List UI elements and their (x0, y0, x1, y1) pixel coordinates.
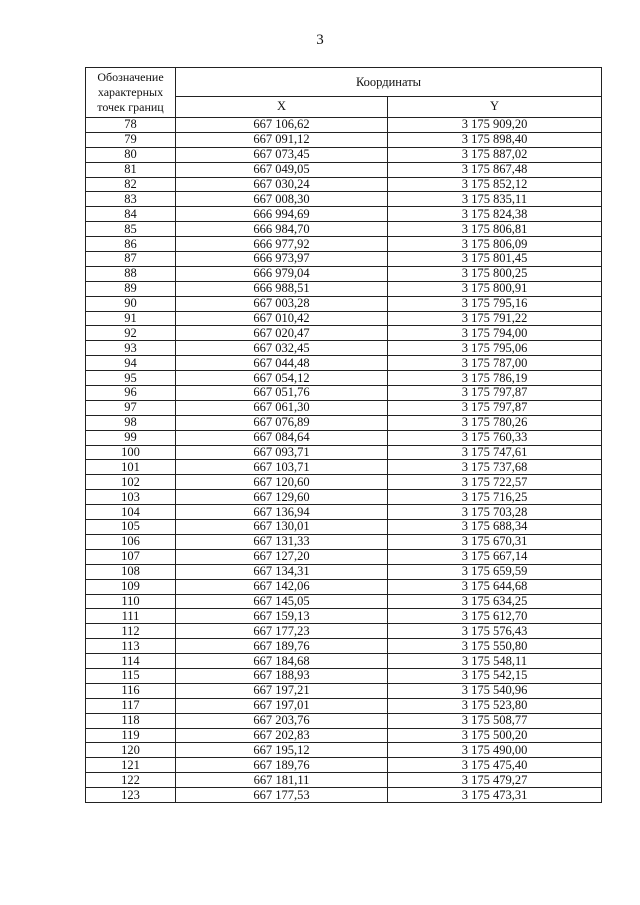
y-coordinate-cell: 3 175 612,70 (388, 609, 602, 624)
y-coordinate-cell: 3 175 670,31 (388, 534, 602, 549)
y-coordinate-cell: 3 175 722,57 (388, 475, 602, 490)
point-number-cell: 92 (86, 326, 176, 341)
y-coordinate-cell: 3 175 887,02 (388, 147, 602, 162)
point-number-cell: 97 (86, 400, 176, 415)
y-coordinate-cell: 3 175 500,20 (388, 728, 602, 743)
point-number-cell: 118 (86, 713, 176, 728)
point-number-cell: 107 (86, 549, 176, 564)
y-coordinate-cell: 3 175 797,87 (388, 400, 602, 415)
table-row (86, 743, 602, 758)
table-row (86, 654, 602, 669)
x-coordinate-cell: 667 049,05 (176, 162, 388, 177)
table-row (86, 207, 602, 222)
table-row (86, 132, 602, 147)
table-row (86, 341, 602, 356)
x-coordinate-cell: 667 159,13 (176, 609, 388, 624)
point-number-cell: 102 (86, 475, 176, 490)
table-row (86, 475, 602, 490)
y-coordinate-cell: 3 175 801,45 (388, 252, 602, 267)
table-body (86, 118, 602, 803)
table-row (86, 520, 602, 535)
table-row (86, 624, 602, 639)
x-coordinate-cell: 667 051,76 (176, 386, 388, 401)
x-coordinate-cell: 667 177,23 (176, 624, 388, 639)
point-number-cell: 87 (86, 252, 176, 267)
x-coordinate-cell: 667 142,06 (176, 579, 388, 594)
point-number-cell: 98 (86, 415, 176, 430)
point-number-cell: 79 (86, 132, 176, 147)
point-number-cell: 114 (86, 654, 176, 669)
y-coordinate-cell: 3 175 634,25 (388, 594, 602, 609)
point-number-cell: 103 (86, 490, 176, 505)
x-coordinate-cell: 667 127,20 (176, 549, 388, 564)
x-coordinate-cell: 666 979,04 (176, 266, 388, 281)
y-coordinate-cell: 3 175 644,68 (388, 579, 602, 594)
x-coordinate-cell: 667 202,83 (176, 728, 388, 743)
table-row (86, 668, 602, 683)
x-coordinate-cell: 667 131,33 (176, 534, 388, 549)
point-number-cell: 83 (86, 192, 176, 207)
x-coordinate-cell: 667 129,60 (176, 490, 388, 505)
table-row (86, 639, 602, 654)
table-row (86, 311, 602, 326)
point-number-cell: 99 (86, 430, 176, 445)
x-coordinate-cell: 667 073,45 (176, 147, 388, 162)
point-number-cell: 94 (86, 356, 176, 371)
point-number-cell: 90 (86, 296, 176, 311)
y-coordinate-cell: 3 175 703,28 (388, 505, 602, 520)
y-coordinate-cell: 3 175 540,96 (388, 683, 602, 698)
point-number-cell: 85 (86, 222, 176, 237)
table-row (86, 698, 602, 713)
x-coordinate-cell: 667 106,62 (176, 118, 388, 133)
table-row (86, 564, 602, 579)
table-row (86, 788, 602, 803)
table-row (86, 192, 602, 207)
table-row (86, 534, 602, 549)
table-row (86, 490, 602, 505)
x-coordinate-cell: 667 091,12 (176, 132, 388, 147)
x-coordinate-cell: 666 984,70 (176, 222, 388, 237)
x-coordinate-cell: 667 103,71 (176, 460, 388, 475)
y-coordinate-cell: 3 175 795,06 (388, 341, 602, 356)
point-number-cell: 120 (86, 743, 176, 758)
x-coordinate-cell: 667 010,42 (176, 311, 388, 326)
point-number-cell: 113 (86, 639, 176, 654)
table-row (86, 430, 602, 445)
x-coordinate-cell: 667 197,01 (176, 698, 388, 713)
table-row (86, 460, 602, 475)
x-coordinate-cell: 667 084,64 (176, 430, 388, 445)
point-number-cell: 106 (86, 534, 176, 549)
y-coordinate-cell: 3 175 737,68 (388, 460, 602, 475)
y-coordinate-cell: 3 175 688,34 (388, 520, 602, 535)
table-row (86, 252, 602, 267)
y-coordinate-cell: 3 175 835,11 (388, 192, 602, 207)
x-coordinate-cell: 667 061,30 (176, 400, 388, 415)
point-number-cell: 89 (86, 281, 176, 296)
y-coordinate-cell: 3 175 576,43 (388, 624, 602, 639)
y-coordinate-cell: 3 175 791,22 (388, 311, 602, 326)
point-number-cell: 88 (86, 266, 176, 281)
x-coordinate-cell: 667 203,76 (176, 713, 388, 728)
x-coordinate-cell: 667 032,45 (176, 341, 388, 356)
y-coordinate-cell: 3 175 909,20 (388, 118, 602, 133)
point-number-cell: 115 (86, 668, 176, 683)
y-coordinate-cell: 3 175 548,11 (388, 654, 602, 669)
header-y: Y (388, 96, 602, 117)
y-coordinate-cell: 3 175 787,00 (388, 356, 602, 371)
x-coordinate-cell: 667 054,12 (176, 371, 388, 386)
table-row (86, 356, 602, 371)
y-coordinate-cell: 3 175 747,61 (388, 445, 602, 460)
point-number-cell: 84 (86, 207, 176, 222)
x-coordinate-cell: 667 188,93 (176, 668, 388, 683)
table-row (86, 609, 602, 624)
header-x: X (176, 96, 388, 117)
point-number-cell: 122 (86, 773, 176, 788)
y-coordinate-cell: 3 175 780,26 (388, 415, 602, 430)
y-coordinate-cell: 3 175 898,40 (388, 132, 602, 147)
table-row (86, 177, 602, 192)
x-coordinate-cell: 667 189,76 (176, 758, 388, 773)
point-number-cell: 81 (86, 162, 176, 177)
table-row (86, 773, 602, 788)
y-coordinate-cell: 3 175 473,31 (388, 788, 602, 803)
x-coordinate-cell: 667 136,94 (176, 505, 388, 520)
y-coordinate-cell: 3 175 550,80 (388, 639, 602, 654)
coordinates-table (85, 67, 602, 803)
y-coordinate-cell: 3 175 824,38 (388, 207, 602, 222)
y-coordinate-cell: 3 175 797,87 (388, 386, 602, 401)
table-row (86, 118, 602, 133)
x-coordinate-cell: 667 184,68 (176, 654, 388, 669)
point-number-cell: 78 (86, 118, 176, 133)
header-coordinates: Координаты (176, 68, 602, 97)
y-coordinate-cell: 3 175 490,00 (388, 743, 602, 758)
x-coordinate-cell: 667 181,11 (176, 773, 388, 788)
y-coordinate-cell: 3 175 867,48 (388, 162, 602, 177)
x-coordinate-cell: 666 977,92 (176, 237, 388, 252)
table-row (86, 147, 602, 162)
table-row (86, 594, 602, 609)
x-coordinate-cell: 667 044,48 (176, 356, 388, 371)
point-number-cell: 93 (86, 341, 176, 356)
table-row (86, 296, 602, 311)
table-row (86, 579, 602, 594)
table-row (86, 549, 602, 564)
point-number-cell: 82 (86, 177, 176, 192)
y-coordinate-cell: 3 175 795,16 (388, 296, 602, 311)
point-number-cell: 104 (86, 505, 176, 520)
x-coordinate-cell: 667 177,53 (176, 788, 388, 803)
point-number-cell: 110 (86, 594, 176, 609)
x-coordinate-cell: 666 994,69 (176, 207, 388, 222)
point-number-cell: 91 (86, 311, 176, 326)
table-row (86, 237, 602, 252)
x-coordinate-cell: 666 973,97 (176, 252, 388, 267)
y-coordinate-cell: 3 175 852,12 (388, 177, 602, 192)
point-number-cell: 109 (86, 579, 176, 594)
y-coordinate-cell: 3 175 667,14 (388, 549, 602, 564)
table-row (86, 728, 602, 743)
x-coordinate-cell: 667 189,76 (176, 639, 388, 654)
y-coordinate-cell: 3 175 800,91 (388, 281, 602, 296)
y-coordinate-cell: 3 175 659,59 (388, 564, 602, 579)
point-number-cell: 108 (86, 564, 176, 579)
y-coordinate-cell: 3 175 542,15 (388, 668, 602, 683)
y-coordinate-cell: 3 175 479,27 (388, 773, 602, 788)
point-number-cell: 86 (86, 237, 176, 252)
table-row (86, 445, 602, 460)
x-coordinate-cell: 667 008,30 (176, 192, 388, 207)
table-row (86, 400, 602, 415)
point-number-cell: 96 (86, 386, 176, 401)
point-number-cell: 112 (86, 624, 176, 639)
x-coordinate-cell: 667 197,21 (176, 683, 388, 698)
page-number: 3 (316, 32, 324, 48)
point-number-cell: 116 (86, 683, 176, 698)
x-coordinate-cell: 667 030,24 (176, 177, 388, 192)
point-number-cell: 95 (86, 371, 176, 386)
table-row (86, 758, 602, 773)
x-coordinate-cell: 667 145,05 (176, 594, 388, 609)
point-number-cell: 105 (86, 520, 176, 535)
point-number-cell: 117 (86, 698, 176, 713)
y-coordinate-cell: 3 175 806,81 (388, 222, 602, 237)
point-number-cell: 100 (86, 445, 176, 460)
y-coordinate-cell: 3 175 475,40 (388, 758, 602, 773)
table-row (86, 713, 602, 728)
table-row (86, 683, 602, 698)
table-row (86, 386, 602, 401)
point-number-cell: 123 (86, 788, 176, 803)
table-row (86, 326, 602, 341)
x-coordinate-cell: 667 120,60 (176, 475, 388, 490)
table-row (86, 281, 602, 296)
y-coordinate-cell: 3 175 800,25 (388, 266, 602, 281)
table-row (86, 415, 602, 430)
y-coordinate-cell: 3 175 794,00 (388, 326, 602, 341)
y-coordinate-cell: 3 175 760,33 (388, 430, 602, 445)
table-row (86, 505, 602, 520)
x-coordinate-cell: 667 195,12 (176, 743, 388, 758)
y-coordinate-cell: 3 175 806,09 (388, 237, 602, 252)
y-coordinate-cell: 3 175 716,25 (388, 490, 602, 505)
point-number-cell: 80 (86, 147, 176, 162)
x-coordinate-cell: 667 130,01 (176, 520, 388, 535)
x-coordinate-cell: 667 003,28 (176, 296, 388, 311)
table-row (86, 371, 602, 386)
point-number-cell: 101 (86, 460, 176, 475)
table-row (86, 162, 602, 177)
x-coordinate-cell: 667 076,89 (176, 415, 388, 430)
x-coordinate-cell: 667 020,47 (176, 326, 388, 341)
y-coordinate-cell: 3 175 786,19 (388, 371, 602, 386)
y-coordinate-cell: 3 175 508,77 (388, 713, 602, 728)
table-row (86, 222, 602, 237)
point-number-cell: 119 (86, 728, 176, 743)
table-row (86, 266, 602, 281)
point-number-cell: 121 (86, 758, 176, 773)
x-coordinate-cell: 667 134,31 (176, 564, 388, 579)
x-coordinate-cell: 667 093,71 (176, 445, 388, 460)
y-coordinate-cell: 3 175 523,80 (388, 698, 602, 713)
x-coordinate-cell: 666 988,51 (176, 281, 388, 296)
point-number-cell: 111 (86, 609, 176, 624)
header-point-designation: Обозначение характерных точек границ (86, 68, 176, 118)
